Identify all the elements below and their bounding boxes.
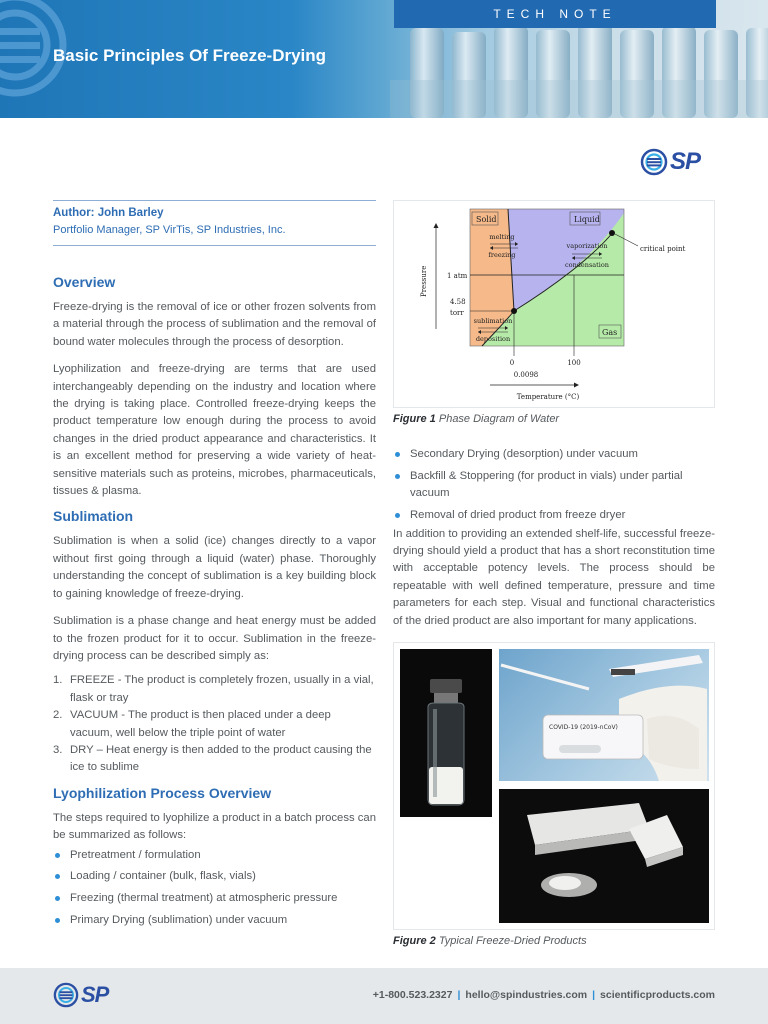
vaporization-label: vaporization [566,242,608,250]
triple-point [511,308,517,314]
divider [53,200,376,201]
bullet-icon [395,452,400,457]
figure-2-box [393,642,715,930]
right-column [393,200,715,947]
pressure-458-label: 4.58 [450,298,466,306]
overview-paragraph-1: Freeze-drying is the removal of ice or other frozen solvents from a material through the process of sublimation and the removal of bound water molecules through the process of desorption. [53,301,376,348]
freeze-dried-cake-photo [499,789,709,923]
tick-100: 100 [567,359,581,367]
list-item: Primary Drying (sublimation) under vacuum [53,912,376,929]
separator: | [457,989,461,1001]
bullet-icon [395,513,400,518]
overview-heading: Overview [53,274,116,290]
process-intro: The steps required to lyophilize a product in a batch process can be summarized as follows: [53,811,376,842]
arrow-right-icon [574,383,579,388]
list-item: 3. DRY – Heat energy is then added to the product causing the ice to sublime [53,743,372,774]
bullet-icon [55,896,60,901]
website-link[interactable]: scientificproducts.com [600,989,715,1001]
overview-paragraph-2: Lyophilization and freeze-drying are terms that are used interchangeably depending on the industry and location where the drying is taking place. Controlled freeze-drying keeps the product temperature low enough during the process to avoid changes in the dried product appearance and characteristics. It is an excellent method for preserving a wide variety of heat-sensitive materials such as proteins, microbes, pharmaceuticals, tissues & plasma. [53,363,376,498]
solid-label: Solid [476,215,497,224]
critical-point [609,230,615,236]
footer-logo [53,982,108,1008]
list-item: Freezing (thermal treatment) at atmospheric pressure [53,890,376,907]
footer [0,968,768,1024]
page-title: Basic Principles Of Freeze-Drying [53,46,327,65]
author-role: Portfolio Manager, SP VirTis, SP Industries, Inc. [53,224,286,236]
figure-2-caption: Figure 2 Typical Freeze-Dried Products [393,935,587,948]
sp-logo-text: SP [670,148,701,175]
sublimation-label: sublimation [473,317,513,325]
left-column [53,200,376,934]
critical-point-label: critical point [640,245,686,253]
figure-1-caption: Figure 1 Phase Diagram of Water [393,413,560,425]
arrow-up-icon [434,223,439,228]
gas-label: Gas [602,328,618,337]
contact-info [373,989,715,1001]
email-link[interactable]: hello@spindustries.com [465,989,588,1001]
vial-photo [400,649,492,817]
list-item: Backfill & Stoppering (for product in vials) under partial vacuum [393,468,715,503]
phone-link[interactable]: +1-800.523.2327 [372,989,453,1001]
sublimation-steps [53,672,376,776]
list-item: 1. FREEZE - The product is completely frozen, usually in a vial, flask or tray [53,674,374,704]
freezing-label: freezing [488,251,516,259]
deposition-label: deposition [475,335,511,343]
sp-logo-icon [640,148,668,176]
list-item: Loading / container (bulk, flask, vials) [53,868,376,885]
process-closing-paragraph: In addition to providing an extended shelf-life, successful freeze-drying should yield a product that has a short reconstitution time with acceptable potency levels. The process should be repeatable with well defined temperature, pressure and time parameters for each step. Visual and functional characteristics of the dried product are also important for many applications. [393,527,715,627]
test-kit-label: COVID-19 (2019-nCoV) [549,724,618,732]
sp-logo [640,148,700,176]
figure-1-box [393,200,715,408]
sublimation-paragraph-1: Sublimation is when a solid (ice) changes directly to a vapor without first going through a liquid (water) phase. Thoroughly understanding the concept of sublimation is a key building block to gaining knowledge of freeze-drying. [53,535,376,600]
test-kit-photo [499,649,709,781]
tick-0098: 0.0098 [513,371,539,379]
temperature-axis-label: Temperature (°C) [516,393,580,401]
pressure-axis-label: Pressure [420,265,428,297]
process-heading: Lyophilization Process Overview [53,784,272,801]
phase-diagram [394,201,714,407]
list-item: 2. VACUUM - The product is then placed under a deep vacuum, well below the triple point of water [53,709,331,739]
process-steps-right [393,446,715,525]
melting-label: melting [489,233,515,241]
atm-label: 1 atm [447,272,468,280]
tech-note-tag: TECH NOTE [394,0,716,28]
liquid-label: Liquid [574,215,600,224]
list-item: Pretreatment / formulation [53,847,376,864]
condensation-label: condensation [565,261,609,269]
figure-2-label: Figure 2 [393,935,436,948]
header-banner [0,0,768,118]
bullet-icon [395,474,400,479]
bullet-icon [55,853,60,858]
tick-0: 0 [509,359,515,367]
divider [53,245,376,246]
separator: | [592,989,596,1001]
list-item: Secondary Drying (desorption) under vacuum [393,446,715,463]
sublimation-heading: Sublimation [53,508,134,525]
author-name: Author: John Barley [53,207,164,219]
footer-logo-text: SP [81,982,109,1007]
torr-label: torr [450,309,464,317]
bullet-icon [55,918,60,923]
sp-logo-icon [53,982,79,1008]
bullet-icon [55,874,60,879]
process-steps-left [53,847,376,930]
figure-1-label: Figure 1 [393,413,436,425]
list-item: Removal of dried product from freeze dryer [393,507,715,524]
sublimation-paragraph-2: Sublimation is a phase change and heat energy must be added to the frozen product for it to occur. Sublimation in the freeze-drying process can be described simply as: [53,615,376,662]
